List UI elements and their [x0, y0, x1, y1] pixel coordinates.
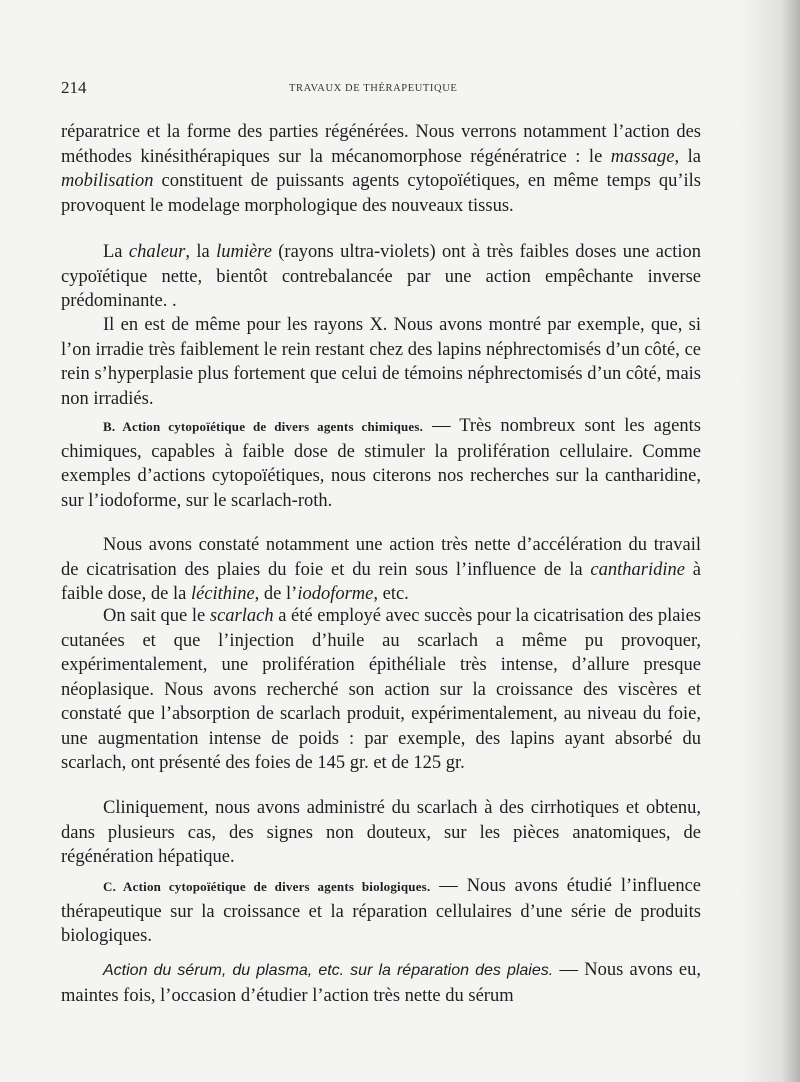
text-run: Cliniquement, nous avons administré du scarlach à des cirrhotiques et obtenu, dans plusieurs cas, des signes non douteux, sur les pièces anatomiques, de régénération hépatique. — [61, 798, 701, 867]
page-number: 214 — [61, 78, 87, 97]
italic-term-chaleur: chaleur — [128, 242, 186, 262]
paragraph-regeneration-methods — [61, 120, 701, 218]
section-c-biological-agents — [61, 874, 701, 949]
section-b-chemical-agents — [61, 414, 701, 513]
paragraph-x-rays — [61, 313, 701, 411]
subsection-heading-serum: Action du sérum, du plasma, etc. sur la réparation des plaies. — [103, 962, 554, 979]
paragraph-cantharidine — [61, 533, 701, 607]
paragraph-scarlach — [61, 604, 701, 776]
text-run: constituent de puissants agents cytopoïétiques, en même temps qu’ils provoquent le modelage morphologique des nouveaux tissus. — [61, 171, 701, 216]
text-run: — Très nombreux sont les agents chimiques, capables à faible dose de stimuler la prolifération cellulaire. Comme exemples d’actions cytopoïétiques, nous citerons nos recherches sur la cantharidine, sur l’iodoforme, sur le scarlach-roth. — [61, 416, 701, 511]
text-run: Nous avons constaté notamment une action très nette d’accélération du travail de cicatrisation des plaies du foie et du rein sous l’influence de la — [61, 535, 701, 580]
text-run: Il en est de même pour les rayons X. Nous avons montré par exemple, que, si l’on irradie très faiblement le rein restant chez des lapins néphrectomisés d’un côté, ce rein s’hyperplasie plus fortement que celui de témoins néphrectomisés d’un côté, mais non irradiés. — [61, 315, 701, 409]
text-run: , etc. — [373, 584, 409, 604]
italic-term-mobilisation: mobilisation — [61, 171, 154, 191]
text-run: , de l’ — [254, 584, 298, 604]
italic-term-scarlach: scarlach — [209, 606, 274, 626]
section-b-heading: B. Action cytopoïétique de divers agents chimiques. — [103, 419, 424, 434]
text-run: — Nous avons étudié l’influence thérapeutique sur la croissance et la réparation cellulaires d’une série de produits biologiques. — [61, 876, 701, 946]
italic-term-cantharidine: cantharidine — [590, 559, 685, 580]
section-c-heading: C. Action cytopoïétique de divers agents biologiques. — [103, 879, 431, 894]
page-edge-shadow — [740, 0, 800, 1082]
text-run: , la — [674, 146, 701, 167]
paragraph-heat-light — [61, 240, 701, 314]
text-run: , la — [185, 242, 217, 262]
italic-term-lumiere: lumière — [216, 242, 272, 262]
text-run: réparatrice et la forme des parties régénérées. Nous verrons notamment l’action des méthodes kinésithérapiques sur la mécanomorphose régénératrice : le — [61, 122, 701, 167]
text-run: a été employé avec succès pour la cicatrisation des plaies cutanées et que l’injection d’huile au scarlach a même pu provoquer, expérimentalement, une prolifération épithéliale très intense, d’allure presque néoplasique. Nous avons recherché son action sur la croissance des viscères et constaté que l’absorption de scarlach produit, expérimentalement, au niveau du foie, une augmentation intense de poids : par exemple, des lapins ayant absorbé du scarlach, ont présenté des foies de 145 gr. et de 125 gr. — [61, 606, 701, 773]
italic-term-lecithine: lécithine — [190, 584, 255, 604]
page-header — [61, 78, 701, 102]
running-head: TRAVAUX DE THÉRAPEUTIQUE — [289, 83, 458, 94]
paragraph-serum-plasma — [61, 958, 701, 1008]
text-run: La — [103, 242, 129, 262]
paragraph-clinical — [61, 796, 701, 870]
italic-term-massage: massage — [610, 146, 675, 167]
text-run: — Nous avons eu, maintes fois, l’occasion d’étudier l’action très nette du sérum — [61, 960, 702, 1006]
italic-term-iodoforme: iodoforme — [297, 584, 374, 604]
text-run: On sait que le — [103, 606, 210, 626]
text-run: (rayons ultra-violets) ont à très faibles doses une action cypoïétique nette, bientôt contrebalancée par une action empêchante inverse prédominante. . — [61, 242, 702, 311]
text-run: à faible dose, de la — [61, 559, 701, 604]
